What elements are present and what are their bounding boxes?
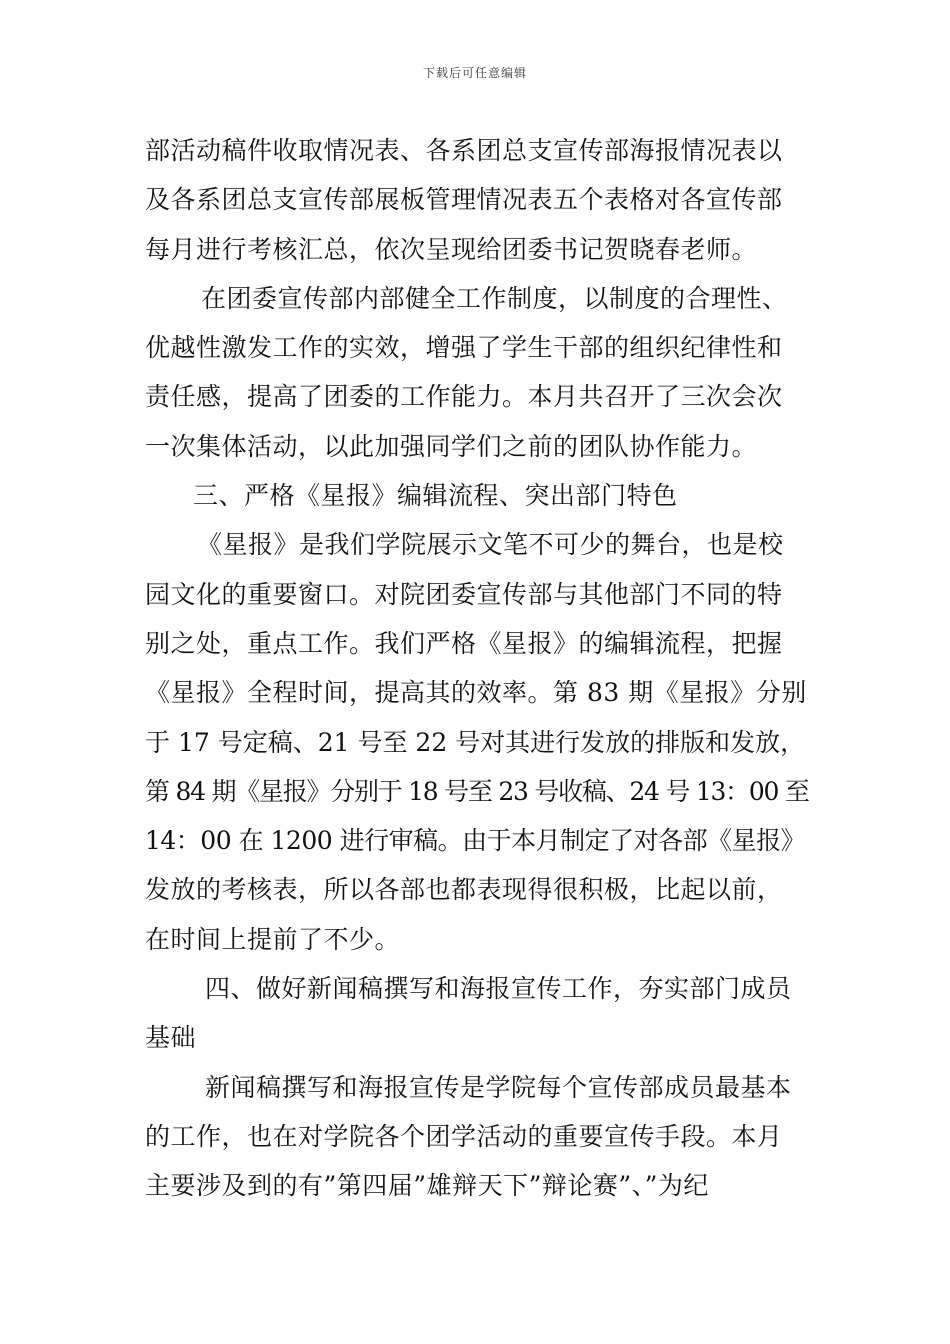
text-line: 14：00 在 1200 进行审稿。由于本月制定了对各部《星报》 bbox=[145, 826, 806, 856]
document-body bbox=[145, 126, 810, 1211]
text-line: 第 84 期《星报》分别于 18 号至 23 号收稿、24 号 13：00 至 bbox=[145, 776, 809, 806]
section-heading: 四、做好新闻稿撰写和海报宣传工作，夯实部门成员 bbox=[205, 974, 792, 1004]
text-line: 及各系团总支宣传部展板管理情况表五个表格对各宣传部 bbox=[145, 185, 783, 215]
text-line: 园文化的重要窗口。对院团委宣传部与其他部门不同的特 bbox=[145, 579, 783, 609]
text-line: 责任感，提高了团委的工作能力。本月共召开了三次会次 bbox=[145, 382, 783, 412]
page-header: 下载后可任意编辑 bbox=[422, 66, 527, 80]
section-heading: 三、严格《星报》编辑流程、突出部门特色 bbox=[193, 481, 678, 511]
text-line: 在团委宣传部内部健全工作制度，以制度的合理性、 bbox=[201, 283, 788, 313]
text-line: 优越性激发工作的实效，增强了学生干部的组织纪律性和 bbox=[145, 333, 783, 363]
text-line: 在时间上提前了不少。 bbox=[145, 924, 401, 954]
text-line: 一次集体活动，以此加强同学们之前的团队协作能力。 bbox=[145, 431, 758, 461]
text-line: 《星报》全程时间，提高其的效率。第 83 期《星报》分别 bbox=[145, 678, 807, 708]
text-line: 发放的考核表，所以各部也都表现得很积极，比起以前， bbox=[145, 875, 783, 905]
text-line: 新闻稿撰写和海报宣传是学院每个宣传部成员最基本 bbox=[205, 1072, 792, 1102]
text-line: 每月进行考核汇总，依次呈现给团委书记贺晓春老师。 bbox=[145, 234, 758, 264]
text-line: 的工作，也在对学院各个团学活动的重要宣传手段。本月 bbox=[145, 1121, 783, 1151]
section-heading-continued: 基础 bbox=[145, 1023, 197, 1053]
text-line: 《星报》是我们学院展示文笔不可少的舞台，也是校 bbox=[197, 530, 784, 560]
text-line: 主要涉及到的有”第四届”雄辩天下”辩论赛”、”为纪 bbox=[145, 1171, 709, 1201]
text-line: 于 17 号定稿、21 号至 22 号对其进行发放的排版和发放， bbox=[145, 727, 806, 757]
text-line: 部活动稿件收取情况表、各系团总支宣传部海报情况表以 bbox=[145, 136, 783, 165]
text-line: 别之处，重点工作。我们严格《星报》的编辑流程，把握 bbox=[145, 628, 783, 658]
